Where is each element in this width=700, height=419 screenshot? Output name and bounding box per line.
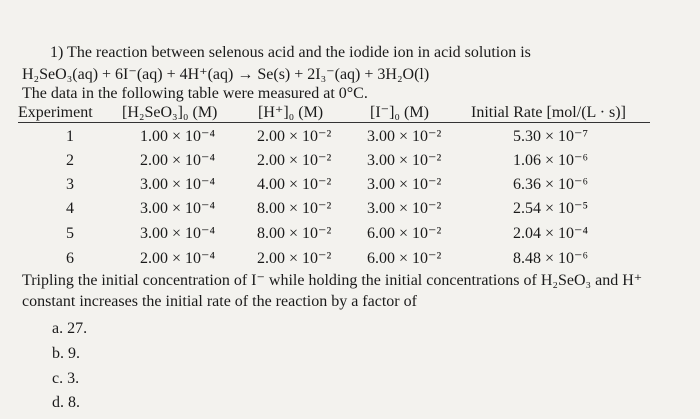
cell-h2seo3: 3.00 × 10⁻⁴ bbox=[140, 225, 216, 242]
cell-h2seo3: 3.00 × 10⁻⁴ bbox=[140, 176, 216, 193]
cell-h: 4.00 × 10⁻² bbox=[257, 176, 332, 193]
option-letter: b. bbox=[52, 345, 64, 362]
cell-i: 6.00 × 10⁻² bbox=[367, 225, 442, 242]
table-row bbox=[0, 250, 700, 272]
question-heading: 1) The reaction between selenous acid and the iodide ion in acid solution is bbox=[50, 44, 531, 61]
cell-i: 3.00 × 10⁻² bbox=[367, 200, 442, 217]
cell-h2seo3: 2.00 × 10⁻⁴ bbox=[140, 152, 216, 169]
table-header-rule bbox=[18, 122, 650, 123]
cell-rate: 1.06 × 10⁻⁶ bbox=[513, 152, 589, 169]
cell-rate: 2.54 × 10⁻⁵ bbox=[513, 200, 589, 217]
cell-h: 2.00 × 10⁻² bbox=[257, 250, 332, 267]
option-letter: a. bbox=[52, 320, 64, 337]
cell-h: 8.00 × 10⁻² bbox=[257, 225, 332, 242]
option-letter: c. bbox=[52, 370, 64, 387]
cell-experiment: 2 bbox=[66, 152, 74, 169]
table-row bbox=[0, 128, 700, 150]
answer-option-c[interactable] bbox=[52, 370, 79, 388]
table-header bbox=[18, 104, 668, 122]
cell-rate: 5.30 × 10⁻⁷ bbox=[513, 128, 589, 145]
table-row bbox=[0, 225, 700, 247]
table-intro: The data in the following table were measured at 0°C. bbox=[22, 85, 368, 102]
answer-option-a[interactable] bbox=[52, 320, 87, 338]
cell-h2seo3: 1.00 × 10⁻⁴ bbox=[140, 128, 216, 145]
cell-experiment: 4 bbox=[66, 200, 74, 217]
cell-h: 8.00 × 10⁻² bbox=[257, 200, 332, 217]
option-letter: d. bbox=[52, 394, 64, 411]
col-header-h2seo3: [H₂SeO₃]₀ (M) bbox=[122, 104, 218, 121]
reaction-equation: H₂SeO₃(aq) + 6I⁻(aq) + 4H⁺(aq) → Se(s) + 2I₃⁻(aq) + 3H₂O(l) bbox=[22, 66, 430, 83]
cell-h: 2.00 × 10⁻² bbox=[257, 152, 332, 169]
col-header-rate: Initial Rate [mol/(L · s)] bbox=[471, 104, 626, 121]
col-header-i: [I⁻]₀ (M) bbox=[370, 104, 429, 121]
cell-rate: 6.36 × 10⁻⁶ bbox=[513, 176, 589, 193]
col-header-experiment: Experiment bbox=[18, 104, 93, 121]
cell-i: 3.00 × 10⁻² bbox=[367, 152, 442, 169]
table-row bbox=[0, 176, 700, 198]
option-text: 27. bbox=[67, 320, 88, 337]
cell-h2seo3: 3.00 × 10⁻⁴ bbox=[140, 200, 216, 217]
question-prompt: Tripling the initial concentration of I⁻ while holding the initial concentrations of H₂SeO₃ and H⁺ bbox=[22, 272, 643, 289]
cell-h: 2.00 × 10⁻² bbox=[257, 128, 332, 145]
table-row bbox=[0, 152, 700, 174]
table-row bbox=[0, 200, 700, 222]
cell-i: 3.00 × 10⁻² bbox=[367, 128, 442, 145]
answer-option-d[interactable] bbox=[52, 394, 80, 412]
question-prompt-continued: constant increases the initial rate of the reaction by a factor of bbox=[22, 293, 417, 310]
answer-option-b[interactable] bbox=[52, 345, 80, 363]
cell-i: 6.00 × 10⁻² bbox=[367, 250, 442, 267]
option-text: 3. bbox=[67, 370, 80, 387]
cell-experiment: 6 bbox=[66, 250, 74, 267]
cell-h2seo3: 2.00 × 10⁻⁴ bbox=[140, 250, 216, 267]
cell-experiment: 1 bbox=[66, 128, 74, 145]
cell-experiment: 3 bbox=[66, 176, 74, 193]
cell-rate: 8.48 × 10⁻⁶ bbox=[513, 250, 589, 267]
cell-experiment: 5 bbox=[66, 225, 74, 242]
col-header-h: [H⁺]₀ (M) bbox=[258, 104, 324, 121]
cell-rate: 2.04 × 10⁻⁴ bbox=[513, 225, 589, 242]
cell-i: 3.00 × 10⁻² bbox=[367, 176, 442, 193]
option-text: 8. bbox=[68, 394, 80, 411]
option-text: 9. bbox=[68, 345, 80, 362]
